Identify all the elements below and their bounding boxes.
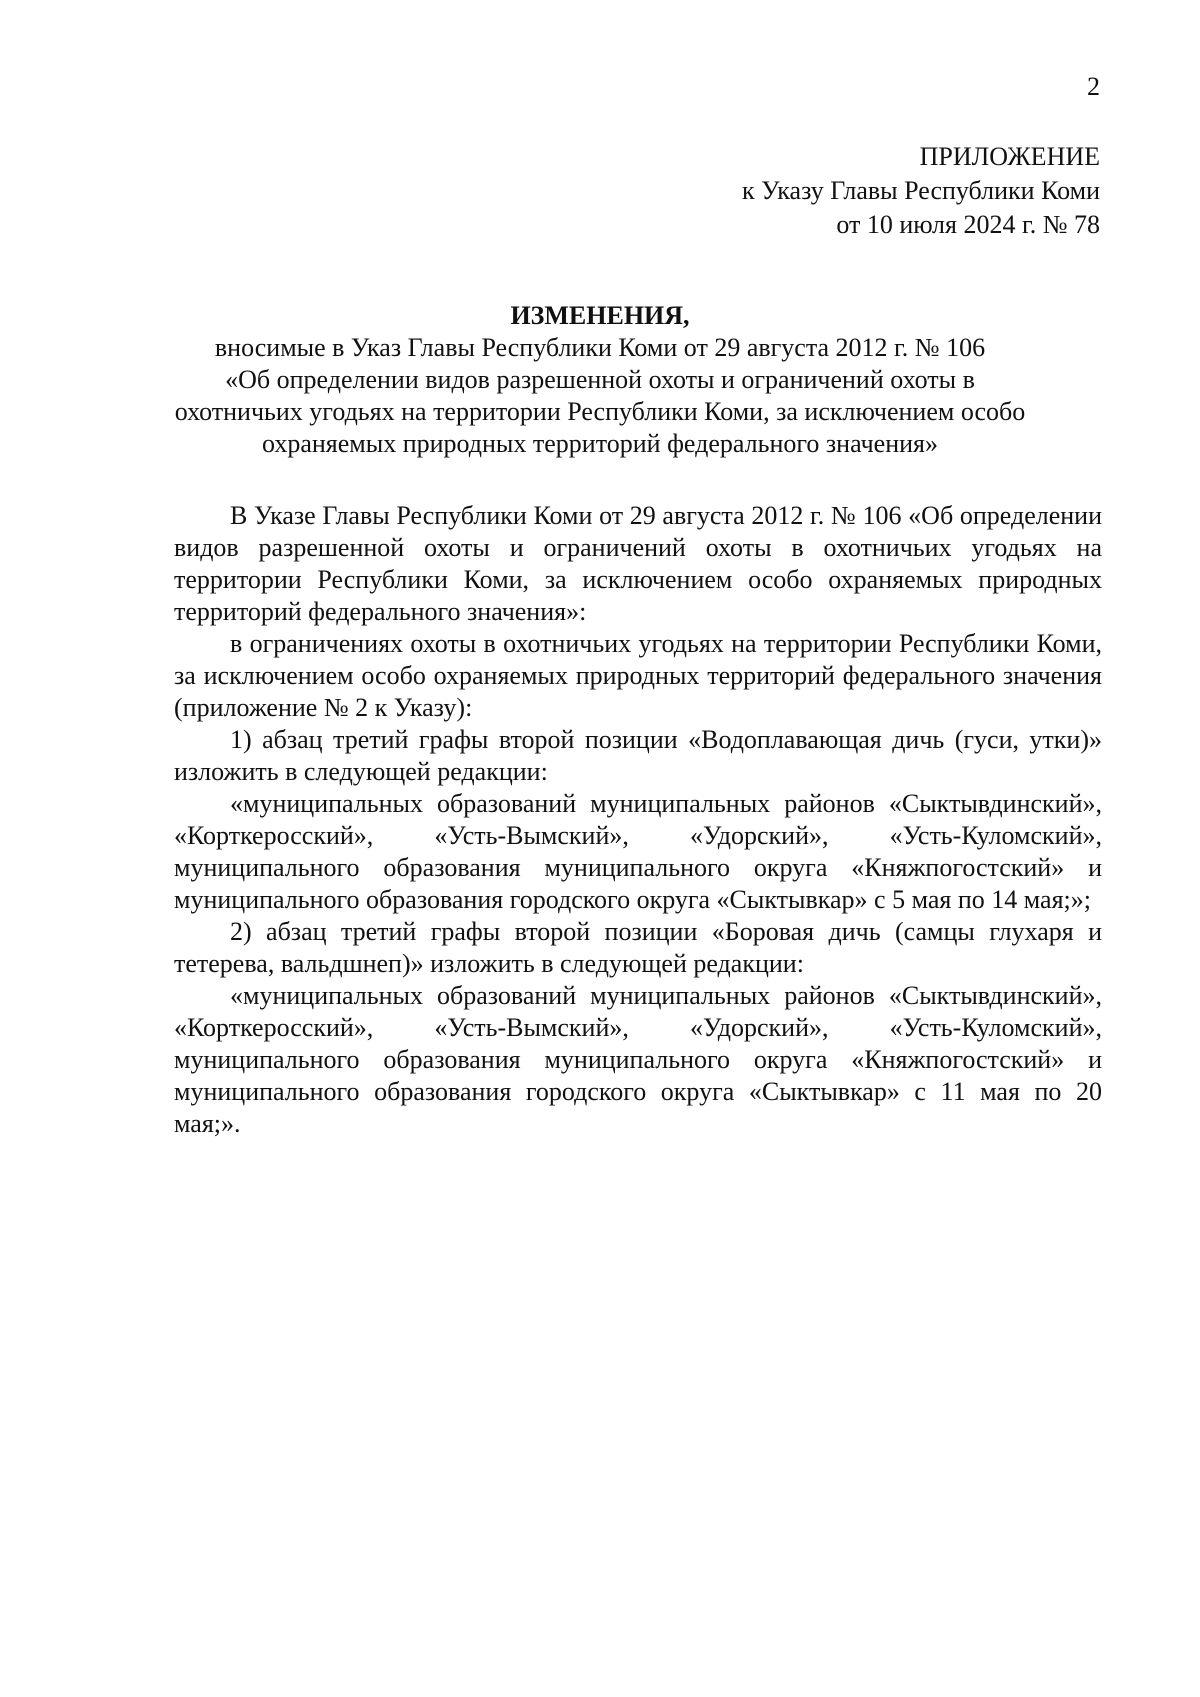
title-subline: вносимые в Указ Главы Республики Коми от 29 августа 2012 г. № 106 [214,333,986,362]
document-title-block [160,300,1040,460]
title-subline: охотничьих угодьях на территории Республики Коми, за исключением особо [174,397,1026,426]
body-paragraph: В Указе Главы Республики Коми от 29 августа 2012 г. № 106 «Об определении видов разрешенной охоты и ограничений охоты в охотничьих угодьях на территории Республики Коми, за исключением особо охраняемых природных территорий федерального значения»: [174,501,1102,626]
title-subline: «Об определении видов разрешенной охоты и ограничений охоты в [225,365,975,394]
body-paragraph: «муниципальных образований муниципальных районов «Сыктывдинский», «Корткеросский», «Усть-Вымский», «Удорский», «Усть-Куломский», муниципального образования муниципального округа «Княжпогостский» и муниципального образования городского округа «Сыктывкар» с 11 мая по 20 мая;». [174,981,1102,1138]
body-paragraph: в ограничениях охоты в охотничьих угодьях на территории Республики Коми, за исключением особо охраняемых природных территорий федерального значения (приложение № 2 к Указу): [174,629,1102,722]
title-subline: охраняемых природных территорий федерального значения» [261,429,938,458]
body-paragraph: «муниципальных образований муниципальных районов «Сыктывдинский», «Корткеросский», «Усть-Вымский», «Удорский», «Усть-Куломский», муниципального образования муниципального округа «Княжпогостский» и муниципального образования городского округа «Сыктывкар» с 5 мая по 14 мая;»; [174,789,1102,914]
page-number: 2 [1087,72,1100,101]
body-paragraph: 1) абзац третий графы второй позиции «Водоплавающая дичь (гуси, утки)» изложить в следующей редакции: [174,725,1102,786]
document-title: ИЗМЕНЕНИЯ, [510,301,690,330]
body-paragraph: 2) абзац третий графы второй позиции «Боровая дичь (самцы глухаря и тетерева, вальдшнеп)» изложить в следующей редакции: [174,917,1102,978]
appendix-decree-ref: к Указу Главы Республики Коми [742,176,1100,205]
appendix-header [742,140,1100,242]
appendix-decree-date: от 10 июля 2024 г. № 78 [836,210,1100,239]
document-body [174,500,1102,1140]
appendix-label: ПРИЛОЖЕНИЕ [919,142,1100,171]
